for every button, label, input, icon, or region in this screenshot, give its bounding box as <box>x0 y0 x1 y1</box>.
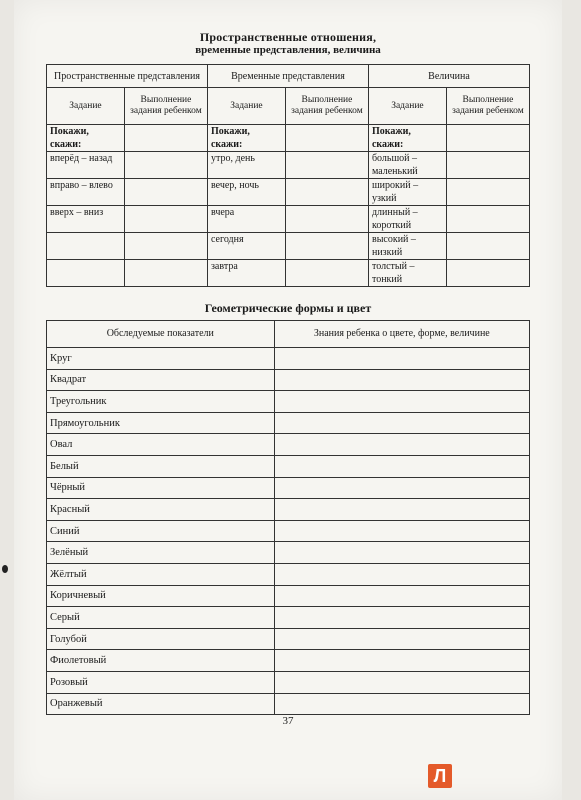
task-cell: большой – маленький <box>368 152 446 179</box>
indicator-cell: Круг <box>47 348 275 370</box>
table-row <box>47 348 530 370</box>
answer-cell <box>446 125 529 152</box>
indicator-cell: Фиолетовый <box>47 650 275 672</box>
indicator-cell: Синий <box>47 520 275 542</box>
table-row <box>47 152 530 179</box>
task-cell: сегодня <box>207 233 285 260</box>
answer-cell <box>285 152 368 179</box>
task-cell: вчера <box>207 206 285 233</box>
task-cell: вверх – вниз <box>47 206 125 233</box>
table-row <box>47 477 530 499</box>
task-cell: вправо – влево <box>47 179 125 206</box>
indicator-cell: Квадрат <box>47 369 275 391</box>
indicator-cell: Жёлтый <box>47 563 275 585</box>
knowledge-cell <box>274 607 529 629</box>
answer-cell <box>446 233 529 260</box>
task-cell <box>47 260 125 287</box>
indicator-cell: Овал <box>47 434 275 456</box>
indicator-cell: Голубой <box>47 628 275 650</box>
answer-cell <box>285 179 368 206</box>
subheader-task: Задание <box>207 88 285 125</box>
table-row <box>47 499 530 521</box>
answer-cell <box>124 125 207 152</box>
knowledge-cell <box>274 348 529 370</box>
table-row <box>47 412 530 434</box>
task-cell: широкий – узкий <box>368 179 446 206</box>
knowledge-cell <box>274 693 529 715</box>
knowledge-cell <box>274 671 529 693</box>
answer-cell <box>285 125 368 152</box>
knowledge-cell <box>274 563 529 585</box>
answer-cell <box>446 152 529 179</box>
watermark-logo: Л <box>428 764 452 788</box>
indicator-cell: Серый <box>47 607 275 629</box>
answer-cell <box>285 260 368 287</box>
answer-cell <box>124 152 207 179</box>
table-row <box>47 391 530 413</box>
task-cell: вечер, ночь <box>207 179 285 206</box>
subheader-completion: Выполнение задания ребенком <box>285 88 368 125</box>
task-cell: толстый – тонкий <box>368 260 446 287</box>
indicator-cell: Треугольник <box>47 391 275 413</box>
knowledge-cell <box>274 434 529 456</box>
answer-cell <box>446 260 529 287</box>
lead-cell: Покажи, скажи: <box>47 125 125 152</box>
page <box>14 0 562 800</box>
table-row <box>47 671 530 693</box>
task-cell: утро, день <box>207 152 285 179</box>
task-cell: высокий – низкий <box>368 233 446 260</box>
shapes-colors-body <box>47 348 530 715</box>
page-number: 37 <box>282 715 294 727</box>
answer-cell <box>124 260 207 287</box>
knowledge-cell <box>274 650 529 672</box>
table-row <box>47 260 530 287</box>
table-row <box>47 520 530 542</box>
table-row <box>47 369 530 391</box>
section2-title: Геометрические формы и цвет <box>204 301 372 315</box>
answer-cell <box>285 233 368 260</box>
table-row <box>47 125 530 152</box>
knowledge-cell <box>274 391 529 413</box>
knowledge-cell <box>274 369 529 391</box>
header-size: Величина <box>368 65 529 88</box>
indicator-cell: Прямоугольник <box>47 412 275 434</box>
column-knowledge: Знания ребенка о цвете, форме, величине <box>274 321 529 348</box>
subheader-completion: Выполнение задания ребенком <box>446 88 529 125</box>
shapes-colors-table <box>46 320 530 715</box>
table-row <box>47 650 530 672</box>
answer-cell <box>124 233 207 260</box>
knowledge-cell <box>274 412 529 434</box>
answer-cell <box>446 206 529 233</box>
answer-cell <box>124 179 207 206</box>
knowledge-cell <box>274 499 529 521</box>
subheader-task: Задание <box>368 88 446 125</box>
answer-cell <box>285 206 368 233</box>
table-row <box>47 206 530 233</box>
indicator-cell: Белый <box>47 455 275 477</box>
table-row <box>47 542 530 564</box>
indicator-cell: Красный <box>47 499 275 521</box>
knowledge-cell <box>274 455 529 477</box>
knowledge-cell <box>274 520 529 542</box>
subheader-completion: Выполнение задания ребенком <box>124 88 207 125</box>
header-time: Временные представления <box>207 65 368 88</box>
subheader-task: Задание <box>47 88 125 125</box>
section1-subtitle: временные представления, величина <box>195 44 381 56</box>
knowledge-cell <box>274 477 529 499</box>
table-row <box>47 585 530 607</box>
task-cell <box>47 233 125 260</box>
indicator-cell: Зелёный <box>47 542 275 564</box>
indicator-cell: Коричневый <box>47 585 275 607</box>
table-row <box>47 233 530 260</box>
lead-cell: Покажи, скажи: <box>207 125 285 152</box>
answer-cell <box>124 206 207 233</box>
header-spatial: Пространственные представления <box>47 65 208 88</box>
spatial-table <box>46 64 530 287</box>
indicator-cell: Розовый <box>47 671 275 693</box>
binding-hole <box>2 565 8 573</box>
table-row <box>47 563 530 585</box>
indicator-cell: Чёрный <box>47 477 275 499</box>
column-indicators: Обследуемые показатели <box>47 321 275 348</box>
table-row <box>47 693 530 715</box>
knowledge-cell <box>274 542 529 564</box>
indicator-cell: Оранжевый <box>47 693 275 715</box>
table-row <box>47 607 530 629</box>
task-cell: длинный – короткий <box>368 206 446 233</box>
section1-title: Пространственные отношения, <box>199 30 377 44</box>
lead-cell: Покажи, скажи: <box>368 125 446 152</box>
table-row <box>47 628 530 650</box>
table-row <box>47 434 530 456</box>
answer-cell <box>446 179 529 206</box>
knowledge-cell <box>274 585 529 607</box>
table-row <box>47 455 530 477</box>
task-cell: вперёд – назад <box>47 152 125 179</box>
task-cell: завтра <box>207 260 285 287</box>
table-row <box>47 179 530 206</box>
knowledge-cell <box>274 628 529 650</box>
